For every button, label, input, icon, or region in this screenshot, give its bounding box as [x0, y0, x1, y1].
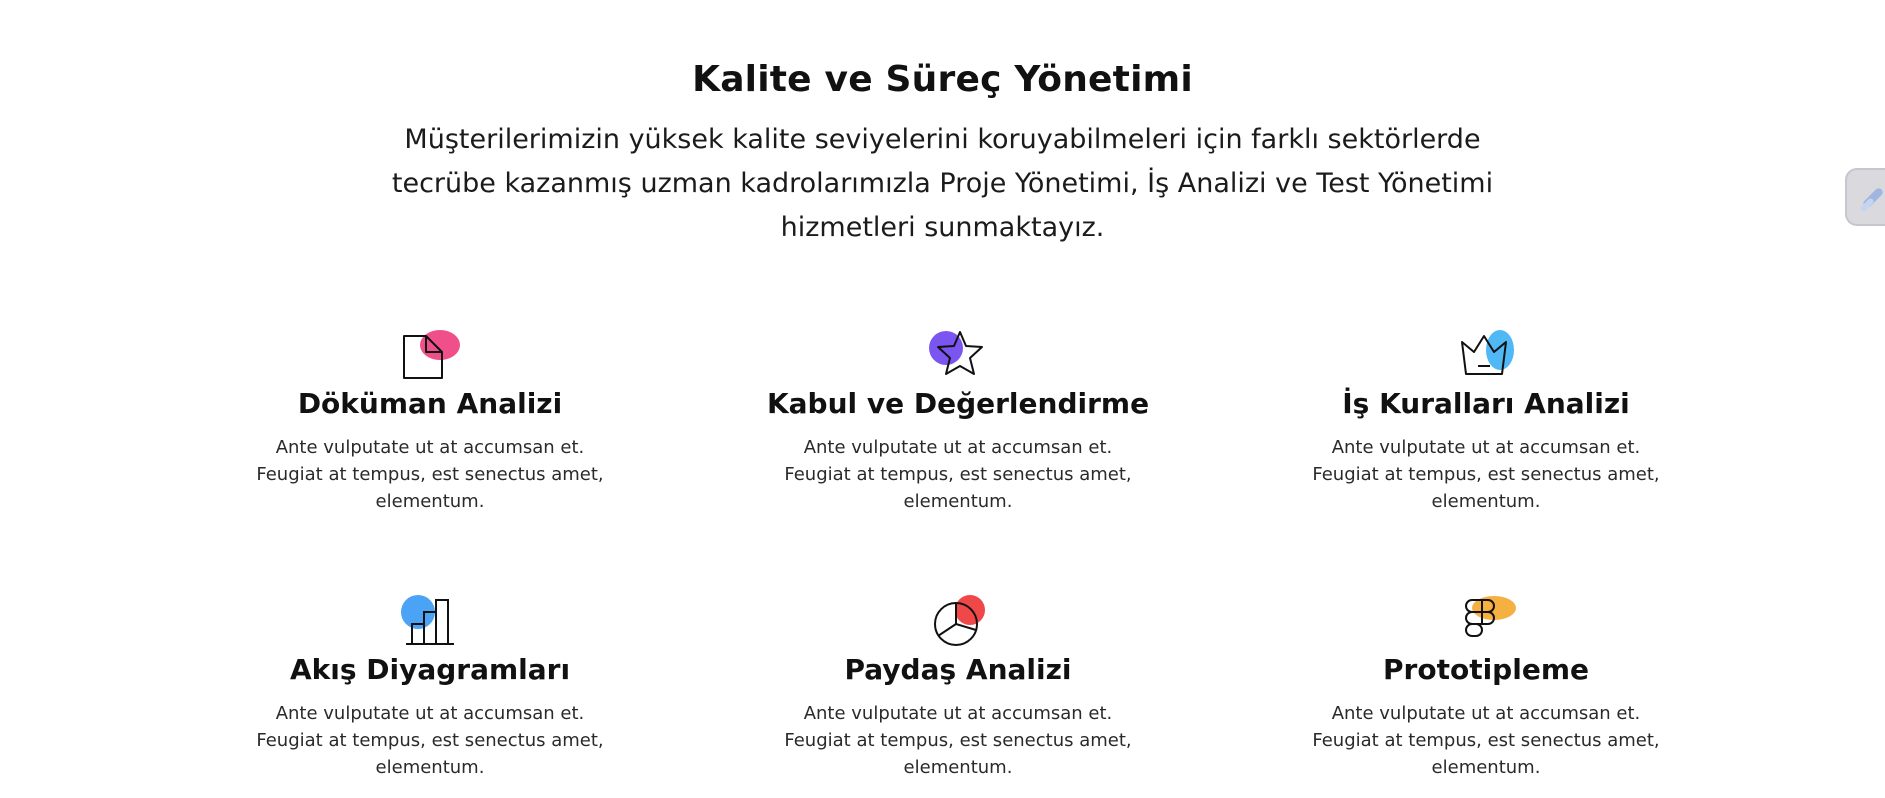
feature-description: Ante vulputate ut at accumsan et. Feugiat at tempus, est senectus amet, elementum. — [784, 437, 1132, 512]
floating-edit-widget[interactable] — [1845, 168, 1885, 226]
section-subtitle: Müşterilerimizin yüksek kalite seviyelerini koruyabilmeleri için farklı sektörlerde tecrübe kazanmış uzman kadrolarımızla Proje Yönetimi, İş Analizi ve Test Yönetimi hizmetleri sunmaktayız. — [391, 124, 1494, 243]
figma-icon — [1454, 594, 1518, 648]
feature-description: Ante vulputate ut at accumsan et. Feugiat at tempus, est senectus amet, elementum. — [256, 703, 604, 778]
feature-description: Ante vulputate ut at accumsan et. Feugiat at tempus, est senectus amet, elementum. — [1312, 437, 1660, 512]
feature-card-acceptance — [698, 328, 1218, 515]
feature-title: Paydaş Analizi — [844, 653, 1072, 686]
pie-chart-icon — [926, 594, 990, 648]
feature-description: Ante vulputate ut at accumsan et. Feugiat at tempus, est senectus amet, elementum. — [784, 703, 1132, 778]
feature-title: Prototipleme — [1383, 653, 1589, 686]
feature-title: İş Kuralları Analizi — [1342, 387, 1630, 420]
feature-title: Akış Diyagramları — [289, 653, 571, 686]
feature-description: Ante vulputate ut at accumsan et. Feugiat at tempus, est senectus amet, elementum. — [256, 437, 604, 512]
feature-card-flow-diagrams — [170, 594, 690, 781]
section-title: Kalite ve Süreç Yönetimi — [692, 59, 1193, 100]
feature-title: Döküman Analizi — [297, 387, 563, 420]
document-icon — [398, 328, 462, 382]
feature-card-stakeholder-analysis — [698, 594, 1218, 781]
star-icon — [926, 328, 990, 382]
crown-icon — [1454, 328, 1518, 382]
feature-card-business-rules — [1226, 328, 1746, 515]
feature-description: Ante vulputate ut at accumsan et. Feugiat at tempus, est senectus amet, elementum. — [1312, 703, 1660, 778]
edit-tool-icon — [1857, 182, 1885, 214]
bar-chart-icon — [398, 594, 462, 648]
feature-title: Kabul ve Değerlendirme — [766, 387, 1150, 420]
feature-card-document-analysis — [170, 328, 690, 515]
feature-card-prototyping — [1226, 594, 1746, 781]
section-header — [0, 56, 1885, 250]
